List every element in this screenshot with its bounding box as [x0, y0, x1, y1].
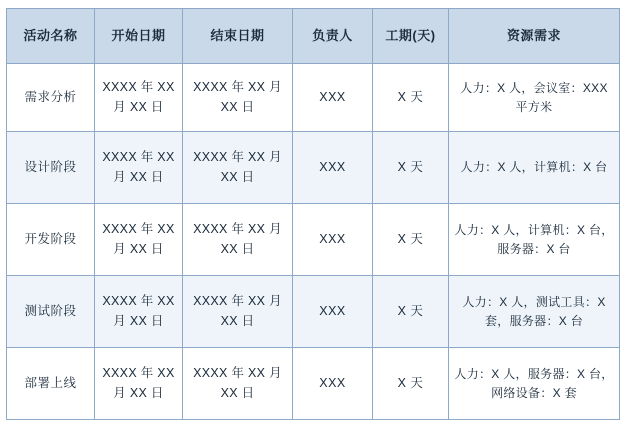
cell-start-date: XXXX 年 XX 月 XX 日 [95, 348, 183, 420]
cell-resource: 人力：X 人，计算机：X 台，服务器：X 台 [449, 204, 620, 276]
cell-owner: XXX [293, 204, 373, 276]
cell-duration: X 天 [373, 276, 449, 348]
cell-owner: XXX [293, 348, 373, 420]
cell-end-date: XXXX 年 XX 月 XX 日 [183, 132, 293, 204]
cell-resource: 人力：X 人，服务器：X 台，网络设备：X 套 [449, 348, 620, 420]
cell-owner: XXX [293, 276, 373, 348]
cell-resource: 人力：X 人，测试工具：X 套，服务器：X 台 [449, 276, 620, 348]
cell-activity: 设计阶段 [7, 132, 95, 204]
table-header [7, 9, 620, 64]
column-header-start-date: 开始日期 [95, 9, 183, 64]
cell-resource: 人力：X 人，计算机：X 台 [449, 132, 620, 204]
cell-owner: XXX [293, 132, 373, 204]
table-row [7, 204, 620, 276]
cell-activity: 需求分析 [7, 64, 95, 132]
cell-activity: 测试阶段 [7, 276, 95, 348]
table-header-row [7, 9, 620, 64]
table-row [7, 64, 620, 132]
column-header-owner: 负责人 [293, 9, 373, 64]
cell-start-date: XXXX 年 XX 月 XX 日 [95, 204, 183, 276]
cell-duration: X 天 [373, 348, 449, 420]
table-row [7, 132, 620, 204]
column-header-activity: 活动名称 [7, 9, 95, 64]
cell-start-date: XXXX 年 XX 月 XX 日 [95, 132, 183, 204]
cell-owner: XXX [293, 64, 373, 132]
column-header-end-date: 结束日期 [183, 9, 293, 64]
cell-end-date: XXXX 年 XX 月 XX 日 [183, 204, 293, 276]
project-plan-table [6, 8, 620, 420]
cell-duration: X 天 [373, 204, 449, 276]
column-header-duration: 工期(天) [373, 9, 449, 64]
table-row [7, 348, 620, 420]
cell-resource: 人力：X 人，会议室：XXX 平方米 [449, 64, 620, 132]
table-body [7, 64, 620, 420]
cell-duration: X 天 [373, 132, 449, 204]
cell-end-date: XXXX 年 XX 月 XX 日 [183, 348, 293, 420]
cell-duration: X 天 [373, 64, 449, 132]
cell-activity: 部署上线 [7, 348, 95, 420]
cell-end-date: XXXX 年 XX 月 XX 日 [183, 276, 293, 348]
cell-start-date: XXXX 年 XX 月 XX 日 [95, 64, 183, 132]
cell-activity: 开发阶段 [7, 204, 95, 276]
table-row [7, 276, 620, 348]
cell-end-date: XXXX 年 XX 月 XX 日 [183, 64, 293, 132]
cell-start-date: XXXX 年 XX 月 XX 日 [95, 276, 183, 348]
column-header-resource: 资源需求 [449, 9, 620, 64]
